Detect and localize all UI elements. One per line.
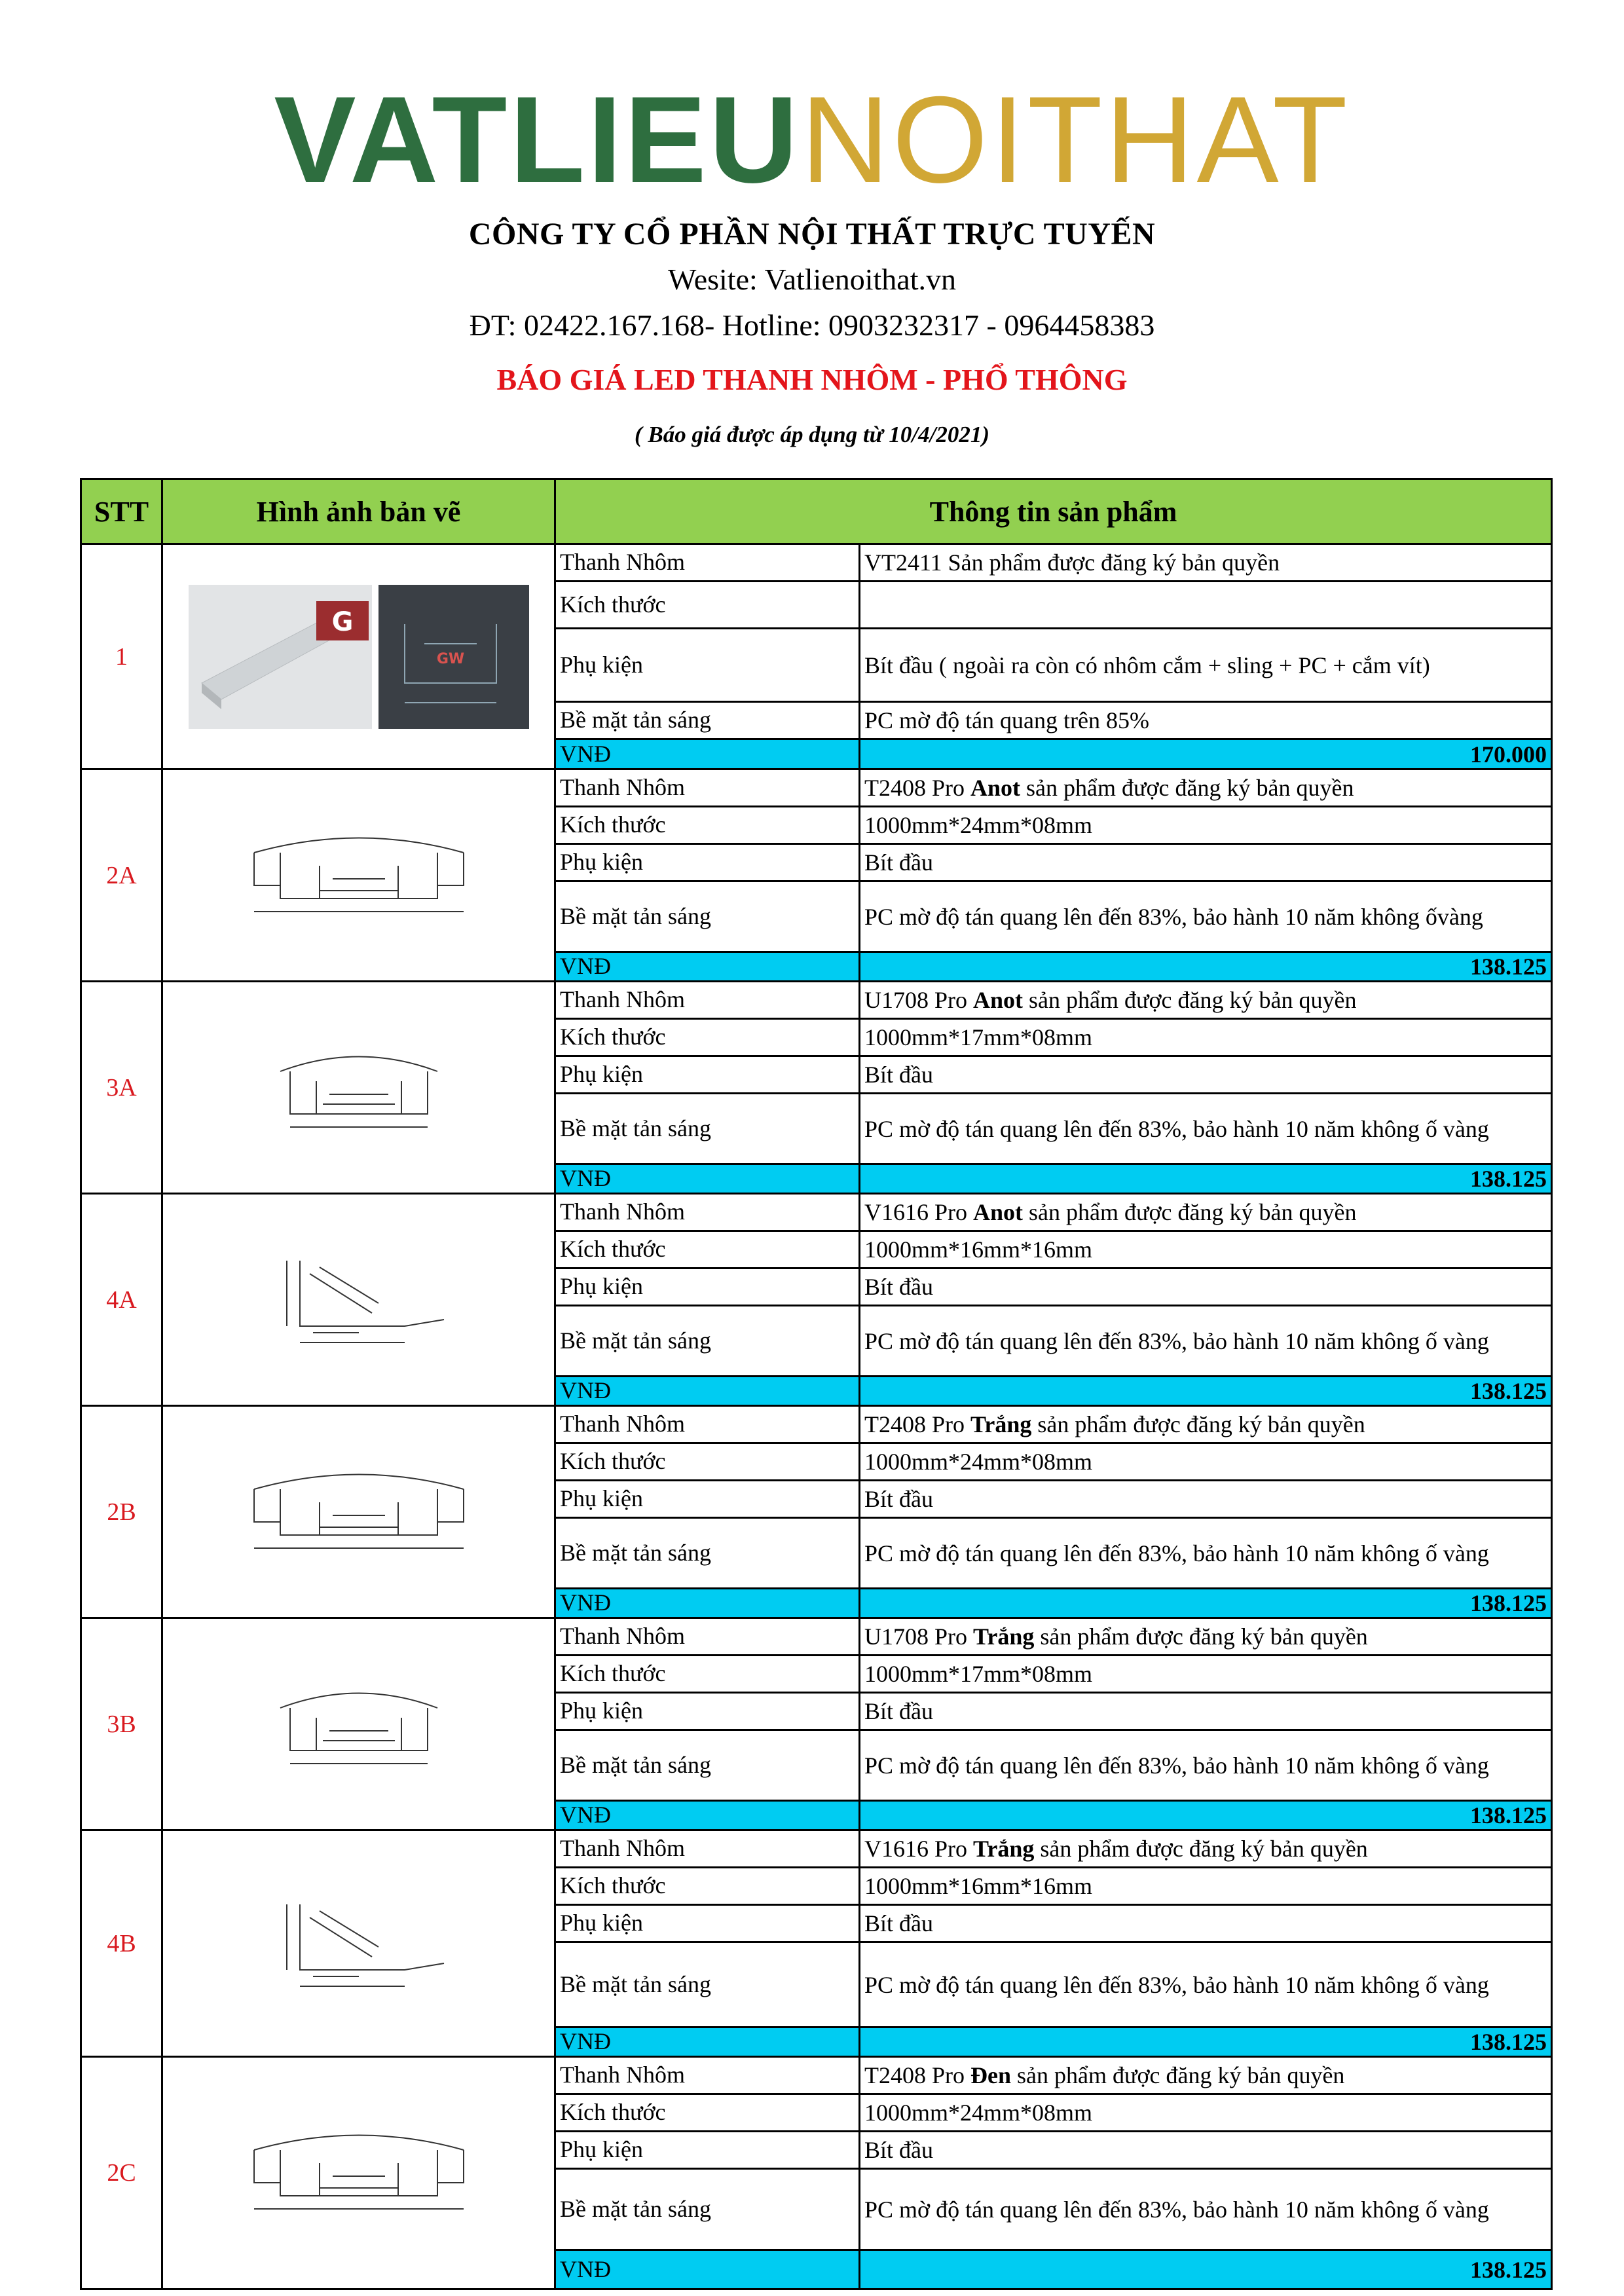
stt-cell: 1	[81, 544, 162, 769]
logo-right-text: NOITHAT	[800, 90, 1350, 195]
effective-date: ( Báo giá được áp dụng từ 10/4/2021)	[635, 422, 989, 447]
value-profile: U1708 Pro Anot sản phẩm được đăng ký bản quyền	[860, 982, 1552, 1019]
label-diffuser: Bề mặt tản sáng	[555, 2169, 860, 2250]
price-value: 138.125	[860, 2028, 1552, 2057]
label-size: Kích thước	[555, 1868, 860, 1905]
value-accessory: Bít đầu	[860, 1056, 1552, 1094]
profile-drawing	[251, 1675, 467, 1773]
value-diffuser: PC mờ độ tán quang trên 85%	[860, 702, 1552, 739]
label-size: Kích thước	[555, 2094, 860, 2132]
price-table	[80, 478, 1553, 2290]
product-row	[81, 769, 1552, 807]
product-row	[81, 1830, 1552, 1868]
document-title: BÁO GIÁ LED THANH NHÔM - PHỔ THÔNG	[496, 363, 1128, 396]
label-diffuser: Bề mặt tản sáng	[555, 1094, 860, 1164]
profile-drawing	[248, 1891, 470, 1996]
value-size	[860, 582, 1552, 629]
label-currency: VNĐ	[555, 1589, 860, 1618]
value-profile: T2408 Pro Anot sản phẩm được đăng ký bản quyền	[860, 769, 1552, 807]
drawing-cell	[162, 1618, 555, 1830]
label-currency: VNĐ	[555, 2028, 860, 2057]
svg-text:G: G	[331, 606, 353, 637]
product-row	[81, 1618, 1552, 1656]
label-size: Kích thước	[555, 807, 860, 844]
value-profile: VT2411 Sản phẩm được đăng ký bản quyền	[860, 544, 1552, 582]
value-diffuser: PC mờ độ tán quang lên đến 83%, bảo hành 10 năm không ố vàng	[860, 1518, 1552, 1589]
label-accessory: Phụ kiện	[555, 1905, 860, 1942]
price-value: 138.125	[860, 1801, 1552, 1830]
label-accessory: Phụ kiện	[555, 1481, 860, 1518]
header-stt: STT	[81, 479, 162, 544]
product-row	[81, 2057, 1552, 2094]
label-diffuser: Bề mặt tản sáng	[555, 1306, 860, 1377]
phone-line: ĐT: 02422.167.168- Hotline: 0903232317 - 0964458383	[469, 308, 1155, 342]
label-profile: Thanh Nhôm	[555, 1618, 860, 1656]
company-name: CÔNG TY CỔ PHẦN NỘI THẤT TRỰC TUYẾN	[468, 217, 1156, 251]
header-info: Thông tin sản phẩm	[555, 479, 1552, 544]
value-diffuser: PC mờ độ tán quang lên đến 83%, bảo hành 10 năm không ốvàng	[860, 881, 1552, 952]
value-accessory: Bít đầu	[860, 1693, 1552, 1730]
label-profile: Thanh Nhôm	[555, 2057, 860, 2094]
value-accessory: Bít đầu	[860, 2132, 1552, 2169]
label-size: Kích thước	[555, 1019, 860, 1056]
stt-cell: 2C	[81, 2057, 162, 2289]
product-row	[81, 544, 1552, 582]
price-value: 138.125	[860, 952, 1552, 982]
label-diffuser: Bề mặt tản sáng	[555, 1518, 860, 1589]
finish-label: Trắng	[973, 1836, 1035, 1862]
finish-label: Anot	[970, 775, 1021, 801]
value-size: 1000mm*16mm*16mm	[860, 1231, 1552, 1268]
label-size: Kích thước	[555, 1656, 860, 1693]
drawing-cell	[162, 1830, 555, 2057]
value-profile: V1616 Pro Trắng sản phẩm được đăng ký bản quyền	[860, 1830, 1552, 1868]
value-accessory: Bít đầu	[860, 1268, 1552, 1306]
value-size: 1000mm*17mm*08mm	[860, 1656, 1552, 1693]
drawing-cell	[162, 2057, 555, 2289]
value-profile: U1708 Pro Trắng sản phẩm được đăng ký bản quyền	[860, 1618, 1552, 1656]
label-size: Kích thước	[555, 1443, 860, 1481]
product-row	[81, 982, 1552, 1019]
value-accessory: Bít đầu	[860, 1481, 1552, 1518]
stt-cell: 2A	[81, 769, 162, 982]
profile-drawing	[241, 1463, 477, 1561]
label-diffuser: Bề mặt tản sáng	[555, 881, 860, 952]
label-diffuser: Bề mặt tản sáng	[555, 702, 860, 739]
label-currency: VNĐ	[555, 1377, 860, 1406]
drawing-cell	[162, 544, 555, 769]
label-profile: Thanh Nhôm	[555, 982, 860, 1019]
value-profile: T2408 Pro Trắng sản phẩm được đăng ký bản quyền	[860, 1406, 1552, 1443]
label-profile: Thanh Nhôm	[555, 1194, 860, 1231]
value-size: 1000mm*24mm*08mm	[860, 1443, 1552, 1481]
label-currency: VNĐ	[555, 1164, 860, 1194]
profile-drawing	[251, 1039, 467, 1137]
stt-cell: 4B	[81, 1830, 162, 2057]
finish-label: Anot	[973, 987, 1024, 1013]
drawing-cell	[162, 1406, 555, 1618]
label-currency: VNĐ	[555, 739, 860, 769]
label-accessory: Phụ kiện	[555, 1268, 860, 1306]
finish-label: Trắng	[970, 1411, 1032, 1437]
value-accessory: Bít đầu ( ngoài ra còn có nhôm cắm + sling + PC + cắm vít)	[860, 629, 1552, 702]
label-size: Kích thước	[555, 582, 860, 629]
stt-cell: 3A	[81, 982, 162, 1194]
value-size: 1000mm*24mm*08mm	[860, 2094, 1552, 2132]
stt-cell: 3B	[81, 1618, 162, 1830]
brand-logo	[0, 90, 1624, 195]
label-currency: VNĐ	[555, 2250, 860, 2289]
label-size: Kích thước	[555, 1231, 860, 1268]
drawing-cell	[162, 982, 555, 1194]
label-currency: VNĐ	[555, 1801, 860, 1830]
label-accessory: Phụ kiện	[555, 1056, 860, 1094]
product-row	[81, 1406, 1552, 1443]
label-accessory: Phụ kiện	[555, 1693, 860, 1730]
finish-label: Anot	[973, 1199, 1024, 1225]
price-value: 138.125	[860, 1377, 1552, 1406]
label-currency: VNĐ	[555, 952, 860, 982]
finish-label: Trắng	[973, 1623, 1035, 1650]
label-diffuser: Bề mặt tản sáng	[555, 1730, 860, 1801]
value-diffuser: PC mờ độ tán quang lên đến 83%, bảo hành 10 năm không ố vàng	[860, 1306, 1552, 1377]
price-value: 138.125	[860, 1589, 1552, 1618]
product-photo	[189, 585, 529, 729]
label-profile: Thanh Nhôm	[555, 544, 860, 582]
svg-text:GW: GW	[436, 650, 464, 667]
label-profile: Thanh Nhôm	[555, 769, 860, 807]
value-profile: V1616 Pro Anot sản phẩm được đăng ký bản quyền	[860, 1194, 1552, 1231]
value-diffuser: PC mờ độ tán quang lên đến 83%, bảo hành 10 năm không ố vàng	[860, 1094, 1552, 1164]
label-accessory: Phụ kiện	[555, 2132, 860, 2169]
value-accessory: Bít đầu	[860, 844, 1552, 881]
stt-cell: 2B	[81, 1406, 162, 1618]
price-value: 138.125	[860, 1164, 1552, 1194]
value-diffuser: PC mờ độ tán quang lên đến 83%, bảo hành 10 năm không ố vàng	[860, 2169, 1552, 2250]
finish-label: Đen	[970, 2062, 1011, 2088]
label-profile: Thanh Nhôm	[555, 1406, 860, 1443]
value-size: 1000mm*16mm*16mm	[860, 1868, 1552, 1905]
value-size: 1000mm*17mm*08mm	[860, 1019, 1552, 1056]
price-value: 170.000	[860, 739, 1552, 769]
value-diffuser: PC mờ độ tán quang lên đến 83%, bảo hành 10 năm không ố vàng	[860, 1730, 1552, 1801]
label-profile: Thanh Nhôm	[555, 1830, 860, 1868]
profile-drawing	[241, 826, 477, 925]
value-accessory: Bít đầu	[860, 1905, 1552, 1942]
profile-drawing	[241, 2124, 477, 2222]
drawing-cell	[162, 769, 555, 982]
logo-left-text: VATLIEU	[274, 90, 801, 195]
label-accessory: Phụ kiện	[555, 629, 860, 702]
label-accessory: Phụ kiện	[555, 844, 860, 881]
label-diffuser: Bề mặt tản sáng	[555, 1942, 860, 2028]
value-profile: T2408 Pro Đen sản phẩm được đăng ký bản quyền	[860, 2057, 1552, 2094]
profile-drawing	[248, 1248, 470, 1352]
product-row	[81, 1194, 1552, 1231]
stt-cell: 4A	[81, 1194, 162, 1406]
header-image: Hình ảnh bản vẽ	[162, 479, 555, 544]
svg-text:VATLIEUNOITHAT	[274, 90, 1350, 195]
drawing-cell	[162, 1194, 555, 1406]
table-header-row	[81, 479, 1552, 544]
value-diffuser: PC mờ độ tán quang lên đến 83%, bảo hành 10 năm không ố vàng	[860, 1942, 1552, 2028]
website-line: Wesite: Vatlienoithat.vn	[667, 263, 957, 296]
value-size: 1000mm*24mm*08mm	[860, 807, 1552, 844]
price-value: 138.125	[860, 2250, 1552, 2289]
